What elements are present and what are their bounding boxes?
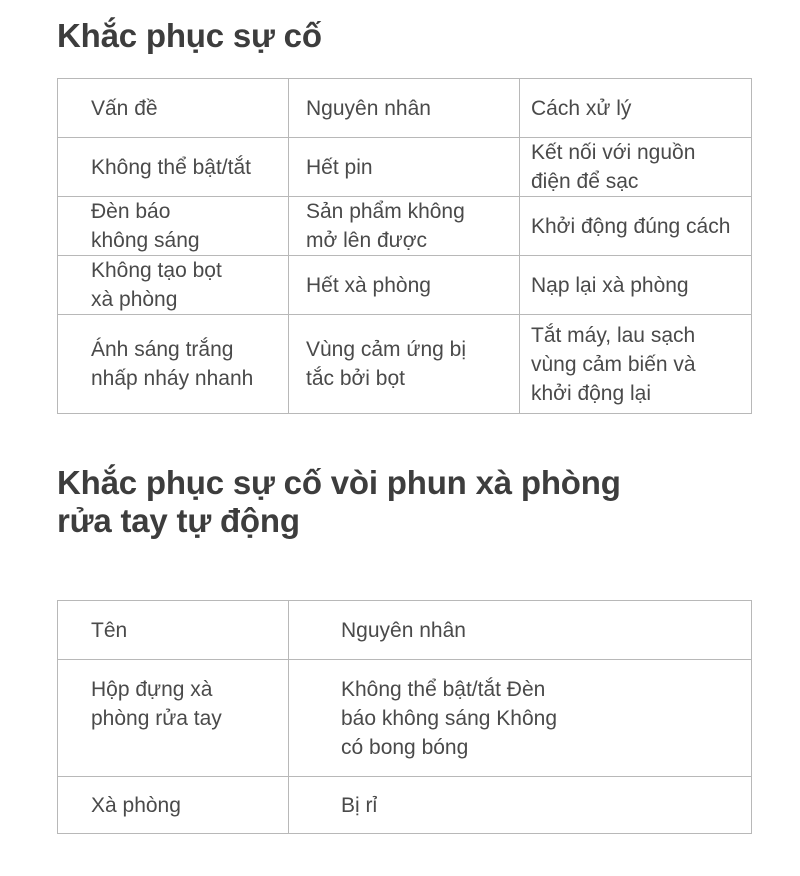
header-cell-name: Tên <box>58 601 289 660</box>
name-cell: Xà phòng <box>58 777 289 834</box>
problem-cell: Không thể bật/tắt <box>58 138 289 197</box>
table-row <box>58 315 752 414</box>
section-title-soap-dispenser: Khắc phục sự cố vòi phun xà phòng rửa tay tự động <box>57 464 621 539</box>
cause-cell: Vùng cảm ứng bị tắc bởi bọt <box>289 315 520 414</box>
header-cell-cause: Nguyên nhân <box>289 79 520 138</box>
solution-cell: Kết nối với nguồn điện để sạc <box>520 138 752 197</box>
cause-cell: Hết pin <box>289 138 520 197</box>
table-row <box>58 138 752 197</box>
problem-cell: Không tạo bọt xà phòng <box>58 256 289 315</box>
header-cell-problem: Vấn đề <box>58 79 289 138</box>
table-row <box>58 256 752 315</box>
troubleshooting-table <box>57 78 752 414</box>
table-row <box>58 660 752 777</box>
solution-cell: Khởi động đúng cách <box>520 197 752 256</box>
cause-cell: Sản phẩm không mở lên được <box>289 197 520 256</box>
cause-cell: Không thể bật/tắt Đèn báo không sáng Không có bong bóng <box>289 660 752 777</box>
table-header-row <box>58 601 752 660</box>
header-cell-cause: Nguyên nhân <box>289 601 752 660</box>
solution-cell: Nạp lại xà phòng <box>520 256 752 315</box>
name-cell: Hộp đựng xà phòng rửa tay <box>58 660 289 777</box>
header-cell-solution: Cách xử lý <box>520 79 752 138</box>
table-row <box>58 777 752 834</box>
cause-cell: Bị rỉ <box>289 777 752 834</box>
soap-dispenser-table <box>57 600 752 834</box>
table-row <box>58 197 752 256</box>
table-header-row <box>58 79 752 138</box>
solution-cell: Tắt máy, lau sạch vùng cảm biến và khởi động lại <box>520 315 752 414</box>
cause-cell: Hết xà phòng <box>289 256 520 315</box>
problem-cell: Đèn báo không sáng <box>58 197 289 256</box>
section-title-troubleshooting: Khắc phục sự cố <box>57 17 322 54</box>
problem-cell: Ánh sáng trắng nhấp nháy nhanh <box>58 315 289 414</box>
